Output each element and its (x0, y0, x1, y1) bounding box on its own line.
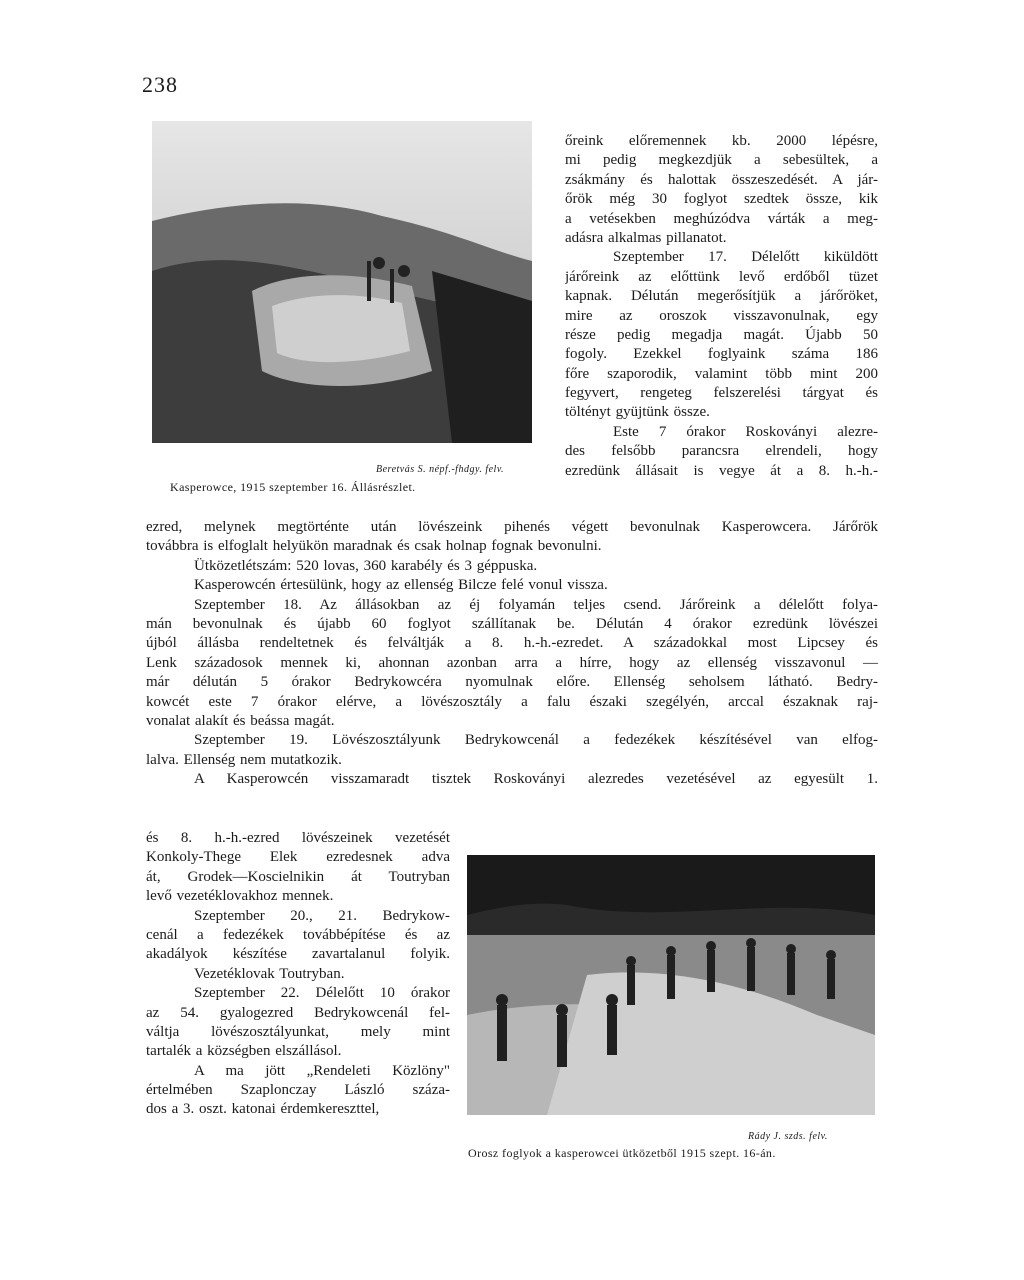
photo-top-credit: Beretvás S. népf.-fhdgy. felv. (376, 464, 505, 475)
text-line: Kasperowcén értesülünk, hogy az ellenség Bilcze felé vonul vissza. (194, 577, 608, 594)
text-line: Ütközetlétszám: 520 lovas, 360 karabély és 3 géppuska. (194, 557, 538, 574)
text-line: Vezetéklovak Toutryban. (194, 965, 345, 982)
photo-prisoners (467, 855, 875, 1115)
text-line: része pedig megadja magát. Újabb 50 (565, 326, 878, 343)
text-line: A Kasperowcén visszamaradt tisztek Roskoványi alezredes vezetésével az egyesült 1. (194, 771, 878, 788)
text-line: adásra alkalmas pillanatot. (565, 229, 727, 246)
text-line: cenál a fedezékek továbbépítése és az (146, 926, 450, 943)
text-line: akadályok készítése zavartalanul folyik. (146, 946, 450, 963)
text-line: fogoly. Ezekkel foglyaink száma 186 (565, 346, 878, 363)
text-line: és 8. h.-h.-ezred lövészeinek vezetését (146, 830, 450, 846)
photo-bottom-credit: Rády J. szds. felv. (748, 1131, 828, 1142)
text-line: újból állásba rendeltetnek és felváltják a 8. h.-h.-ezredet. A századokkal most Lipcsey és (146, 635, 878, 652)
text-line: továbbra is elfoglalt helyükön maradnak és csak holnap fognak bevonulni. (146, 538, 602, 555)
text-line: mire az oroszok visszavonulnak, egy (565, 307, 878, 324)
text-line: őreink előremennek kb. 2000 lépésre, (565, 133, 878, 149)
text-line: járőreink az előttünk levő erdőből tüzet (565, 268, 878, 285)
text-line: fegyvert, rengeteg felszerelési tárgyat és (565, 385, 878, 402)
landscape-photo-icon (152, 121, 532, 443)
text-line: ezredünk állásait is vegye át a 8. h.-h.- (565, 462, 878, 479)
full-width-text (146, 518, 878, 789)
text-line: des felsőbb parancsra elrendeli, hogy (565, 443, 878, 460)
text-line: az 54. gyalogezred Bedrykowcenál fel- (146, 1004, 450, 1021)
text-line: töltényt gyüjtünk össze. (565, 404, 710, 421)
photo-top-caption: Kasperowce, 1915 szeptember 16. Állásrészlet. (170, 480, 416, 494)
text-line: mi pedig megkezdjük a sebesültek, a (565, 152, 878, 169)
text-line: Lenk századosok mennek ki, ahonnan azonban arra a hírre, hogy az ellenség visszavonul — (146, 654, 878, 671)
text-line: ezred, melynek megtörténte után lövészeink pihenés végett bevonulnak Kasperowcera. Járőrök (146, 519, 878, 535)
photo-bottom-caption: Orosz foglyok a kasperowcei ütközetből 1915 szept. 16-án. (468, 1146, 776, 1160)
text-line: át, Grodek—Koscielnikin át Toutryban (146, 868, 450, 885)
text-line: kapnak. Délután megerősítjük a járőröket, (565, 288, 878, 305)
left-column-text (146, 829, 450, 1120)
text-line: lalva. Ellenség nem mutatkozik. (146, 751, 342, 768)
text-line: Szeptember 18. Az állásokban az éj folyamán teljes csend. Járőreink a délelőtt folya- (194, 596, 878, 613)
text-line: a vetésekben meghúzódva várták a meg- (565, 210, 878, 227)
text-line: Szeptember 19. Lövészosztályunk Bedrykowcenál a fedezékek készítésével van elfog- (194, 732, 878, 749)
text-line: kowcét este 7 órakor elérve, a lövészosztály a falu északi szegélyén, arccal északnak raj- (146, 693, 878, 710)
text-line: váltja lövészosztályunkat, mely mint (146, 1023, 450, 1040)
photo-trench-position (152, 121, 532, 443)
text-line: zsákmány és halottak összeszedését. A jár- (565, 171, 878, 188)
text-line: értelmében Szaplonczay László száza- (146, 1082, 450, 1099)
text-line: Szeptember 22. Délelőtt 10 órakor (194, 985, 450, 1002)
page-number: 238 (142, 72, 178, 97)
text-line: levő vezetéklovakhoz mennek. (146, 888, 334, 905)
text-line: Este 7 órakor Roskoványi alezre- (613, 423, 878, 440)
crowd-photo-icon (467, 855, 875, 1115)
text-line: dos a 3. oszt. katonai érdemkereszttel, (146, 1101, 380, 1118)
text-line: már délután 5 órakor Bedrykowcéra nyomulnak előre. Ellenség seholsem látható. Bedry- (146, 674, 878, 691)
text-line: Szeptember 17. Délelőtt kiküldött (613, 249, 878, 266)
text-line: Konkoly-Thege Elek ezredesnek adva (146, 849, 450, 866)
text-line: őrök még 30 foglyot szedtek össze, kik (565, 191, 878, 208)
text-line: vonalat alakít és beássa magát. (146, 712, 335, 729)
text-line: főre szaporodik, valamint több mint 200 (565, 365, 878, 382)
text-line: A ma jött „Rendeleti Közlöny" (194, 1062, 450, 1079)
text-line: mán bevonulnak és újabb 60 foglyot szállítanak be. Délután 4 órakor ezredünk lövészei (146, 615, 878, 632)
text-line: Szeptember 20., 21. Bedrykow- (194, 907, 450, 924)
right-column-text (565, 132, 878, 481)
text-line: tartalék a községben elszállásol. (146, 1043, 342, 1060)
